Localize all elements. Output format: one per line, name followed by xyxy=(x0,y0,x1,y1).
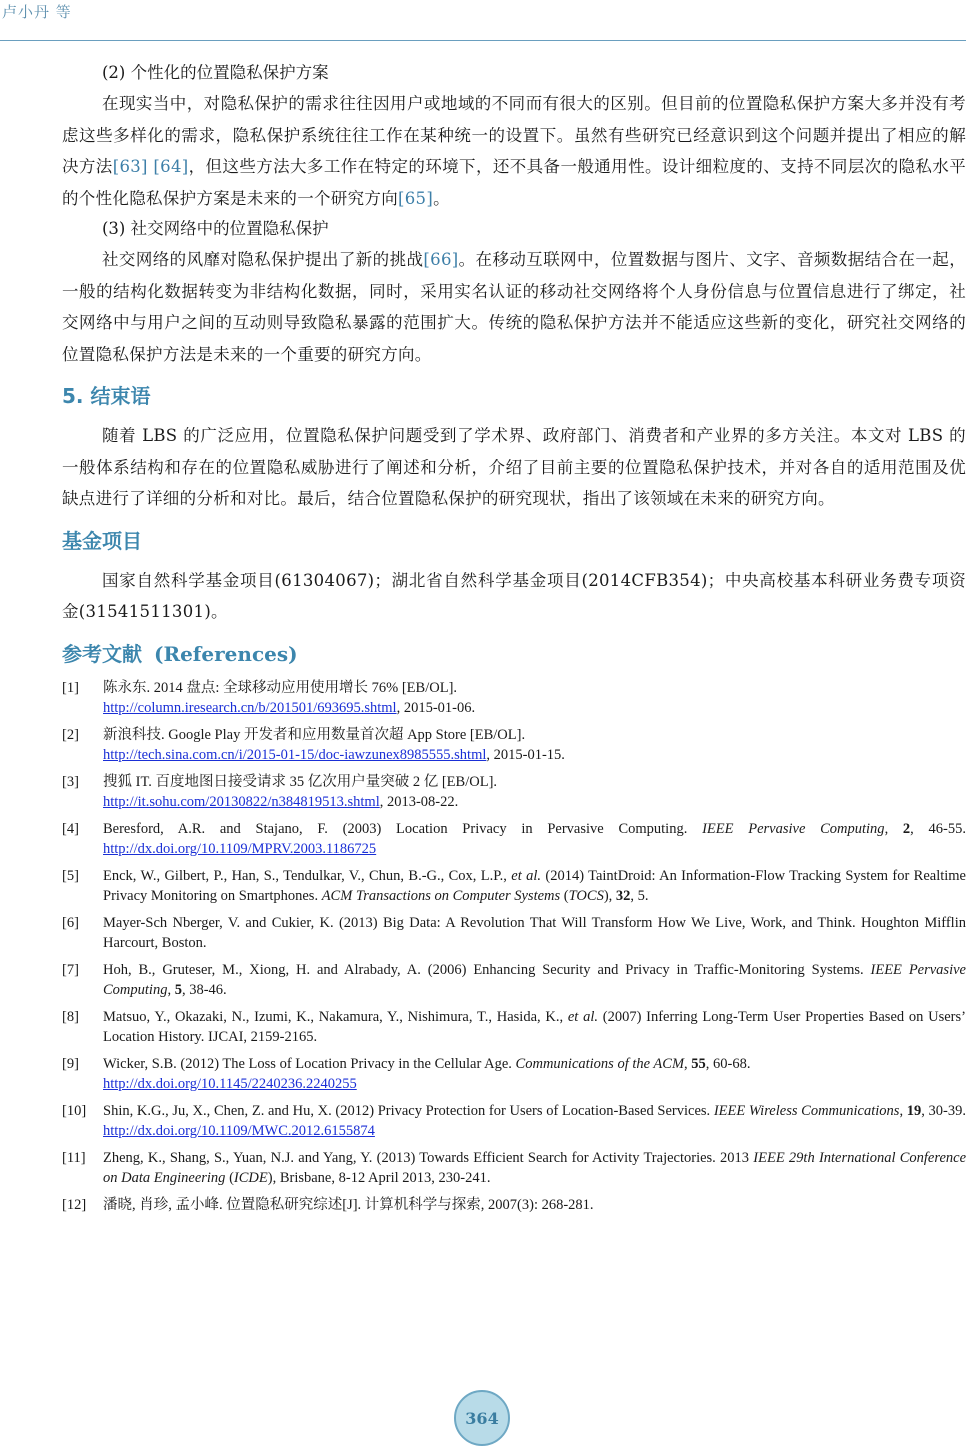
citation-link[interactable]: [65] xyxy=(398,188,434,208)
text-run: Beresford, A.R. and Stajano, F. (2003) Location Privacy in Pervasive Computing. xyxy=(103,820,703,837)
reference-number: [4] xyxy=(62,820,79,837)
reference-link[interactable]: http://dx.doi.org/10.1145/2240236.2240255 xyxy=(103,1076,357,1092)
volume-number: 2 xyxy=(902,820,911,837)
subsection-title: (2) 个性化的位置隐私保护方案 xyxy=(102,63,329,82)
text-run: (2014) TaintDroid: An Information-Flow Tracking System for Realtime Privacy Monitoring on Smartphones. xyxy=(103,867,966,904)
reference-link[interactable]: http://tech.sina.com.cn/i/2015-01-15/doc-iawzunex8985555.shtml xyxy=(103,747,487,763)
reference-number: [1] xyxy=(62,679,79,696)
text-run: ( xyxy=(560,888,569,904)
text-run: Enck, W., Gilbert, P., Han, S., Tendulkar, V., Chun, B.-G., Cox, L.P., xyxy=(103,867,512,884)
italic-text: ACM Transactions on Computer Systems xyxy=(321,888,561,904)
reference-link[interactable]: http://dx.doi.org/10.1109/MPRV.2003.1186725 xyxy=(103,841,377,857)
text-run: Hoh, B., Gruteser, M., Xiong, H. and Alrabady, A. (2006) Enhancing Security and Privacy in Traffic-Monitoring Systems. xyxy=(103,961,871,978)
volume-number: 55 xyxy=(691,1055,706,1072)
reference-item xyxy=(62,1007,966,1048)
italic-text: ICDE xyxy=(233,1170,268,1186)
text-run: 。在移动互联网中，位置数据与图片、文字、音频数据结合在一起，一般的结构化数据转变为非结构化数据，同时，采用实名认证的移动社交网络将个人身份信息与位置信息进行了绑定，社交网络中与用户之间的互动则导致隐私暴露的范围扩大。传统的隐私保护方法并不能适应这些新的变化，研究社交网络的位置隐私保护方法是未来的一个重要的研究方向。 xyxy=(62,250,966,364)
reference-item xyxy=(62,1101,966,1142)
volume-number: 32 xyxy=(615,888,631,904)
reference-number: [12] xyxy=(62,1196,87,1213)
subsection-personalized xyxy=(62,58,966,214)
text-run: , xyxy=(899,1102,907,1119)
references-heading xyxy=(62,640,966,668)
text-run: , xyxy=(684,1055,692,1072)
reference-number: [7] xyxy=(62,961,79,978)
conclusion-heading: 5. 结束语 xyxy=(62,384,151,408)
reference-number: [2] xyxy=(62,726,79,743)
text-run: ( xyxy=(225,1170,234,1186)
text-run: , 2015-01-06. xyxy=(396,700,476,716)
text-run: , 60-68. xyxy=(705,1055,751,1072)
text-run: , 46-55. xyxy=(910,820,966,837)
text-run: Matsuo, Y., Okazaki, N., Izumi, K., Nakamura, Y., Nishimura, T., Hasida, K., xyxy=(103,1008,568,1025)
page-number: 364 xyxy=(465,1408,499,1428)
conclusion-paragraph: 随着 LBS 的广泛应用，位置隐私保护问题受到了学术界、政府部门、消费者和产业界的多方关注。本文对 LBS 的一般体系结构和存在的位置隐私威胁进行了阐述和分析，介绍了目前主要的位置隐私保护技术，并对各自的适用范围及优缺点进行了详细的分析和对比。最后，结合位置隐私保护的研究现状，指出了该领域在未来的研究方向。 xyxy=(62,426,966,508)
running-header xyxy=(0,0,966,41)
text-run: 。 xyxy=(433,188,450,208)
paragraph xyxy=(62,244,966,370)
text-run: ), Brisbane, 8-12 April 2013, 230-241. xyxy=(267,1170,491,1186)
text-run: , 38-46. xyxy=(181,982,227,998)
italic-text: Communications of the ACM xyxy=(515,1055,685,1072)
reference-number: [6] xyxy=(62,914,79,931)
italic-text: IEEE Pervasive Computing xyxy=(702,820,885,837)
reference-item xyxy=(62,1054,966,1095)
reference-item xyxy=(62,960,966,1001)
references-heading-cn: 参考文献 xyxy=(62,641,142,666)
funding-paragraph: 国家自然科学基金项目(61304067)；湖北省自然科学基金项目(2014CFB354)；中央高校基本科研业务费专项资金(31541511301)。 xyxy=(62,570,966,621)
text-run: 社交网络的风靡对隐私保护提出了新的挑战 xyxy=(102,250,424,269)
reference-link[interactable]: http://column.iresearch.cn/b/201501/693695.shtml xyxy=(103,700,397,716)
volume-number: 5 xyxy=(174,982,182,998)
volume-number: 19 xyxy=(906,1102,922,1119)
text-run: 搜狐 IT. 百度地图日接受请求 35 亿次用户量突破 2 亿 [EB/OL]. xyxy=(103,773,498,790)
text-run: 在现实当中，对隐私保护的需求往往因用户或地域的不同而有很大的区别。但目前的位置隐私保护方案大多并没有考虑这些多样化的需求，隐私保护系统往往工作在某种统一的设置下。虽然有些研究已经意识到这个问题并提出了相应的解决方法 xyxy=(62,94,966,176)
text-run: , 2013-08-22. xyxy=(379,794,459,810)
page-number-badge xyxy=(454,1390,510,1446)
reference-list xyxy=(62,678,966,1216)
reference-link[interactable]: http://dx.doi.org/10.1109/MWC.2012.6155874 xyxy=(103,1123,375,1139)
text-run: Shin, K.G., Ju, X., Chen, Z. and Hu, X. (2012) Privacy Protection for Users of Location-Based Services. xyxy=(103,1102,714,1119)
running-header-authors: 卢小丹 等 xyxy=(2,3,72,21)
reference-item xyxy=(62,913,966,954)
reference-item xyxy=(62,866,966,907)
italic-text: IEEE 29th International Conference on Data Engineering xyxy=(103,1149,966,1186)
subsection-title: (3) 社交网络中的位置隐私保护 xyxy=(102,219,329,238)
reference-link[interactable]: http://it.sohu.com/20130822/n384819513.shtml xyxy=(103,794,380,810)
article-body xyxy=(62,58,966,1221)
text-run: Mayer-Sch Nberger, V. and Cukier, K. (2013) Big Data: A Revolution That Will Transform How We Live, Work, and Think. Houghton Mifflin Harcourt, Boston. xyxy=(103,914,966,951)
reference-item xyxy=(62,678,966,719)
citation-link[interactable]: [63] [64] xyxy=(112,157,189,176)
reference-number: [3] xyxy=(62,773,79,790)
text-run: 新浪科技. Google Play 开发者和应用数量首次超 App Store [EB/OL]. xyxy=(103,726,526,743)
italic-text: IEEE Wireless Communications xyxy=(713,1102,900,1119)
reference-item xyxy=(62,819,966,860)
text-run: Zheng, K., Shang, S., Yuan, N.J. and Yang, Y. (2013) Towards Efficient Search for Activity Trajectories. 2013 xyxy=(103,1149,754,1166)
citation-link[interactable]: [66] xyxy=(423,250,459,269)
reference-item xyxy=(62,1148,966,1189)
reference-item xyxy=(62,1195,966,1216)
text-run: , 30-39. xyxy=(921,1102,966,1119)
italic-text: et al. xyxy=(511,867,542,884)
text-run: , 2015-01-15. xyxy=(486,747,565,763)
references-heading-en: (References) xyxy=(154,641,298,666)
italic-text: TOCS xyxy=(568,888,604,904)
text-run: , 5. xyxy=(630,888,649,904)
text-run: , xyxy=(884,820,903,837)
funding-heading: 基金项目 xyxy=(62,528,142,553)
reference-number: [11] xyxy=(62,1149,86,1166)
italic-text: IEEE Pervasive Computing xyxy=(103,961,966,998)
text-run: Wicker, S.B. (2012) The Loss of Location Privacy in the Cellular Age. xyxy=(103,1055,516,1072)
reference-item xyxy=(62,772,966,813)
text-run: (2007) Inferring Long-Term User Properties Based on Users’ Location History. IJCAI, 2159-2165. xyxy=(103,1008,966,1045)
reference-number: [5] xyxy=(62,867,79,884)
reference-item xyxy=(62,725,966,766)
text-run: ), xyxy=(603,888,616,904)
text-run: ，但这些方法大多工作在特定的环境下，还不具备一般通用性。设计细粒度的、支持不同层次的隐私水平的个性化隐私保护方案是未来的一个研究方向 xyxy=(62,157,966,208)
reference-number: [10] xyxy=(62,1102,87,1119)
reference-number: [9] xyxy=(62,1055,79,1072)
text-run: , xyxy=(167,982,175,998)
text-run: 陈永东. 2014 盘点: 全球移动应用使用增长 76% [EB/OL]. xyxy=(103,679,458,696)
reference-number: [8] xyxy=(62,1008,79,1025)
paragraph xyxy=(62,88,966,214)
subsection-social-network xyxy=(62,214,966,370)
text-run: 潘晓, 肖珍, 孟小峰. 位置隐私研究综述[J]. 计算机科学与探索, 2007(3): 268-281. xyxy=(103,1196,594,1213)
italic-text: et al. xyxy=(567,1008,598,1025)
